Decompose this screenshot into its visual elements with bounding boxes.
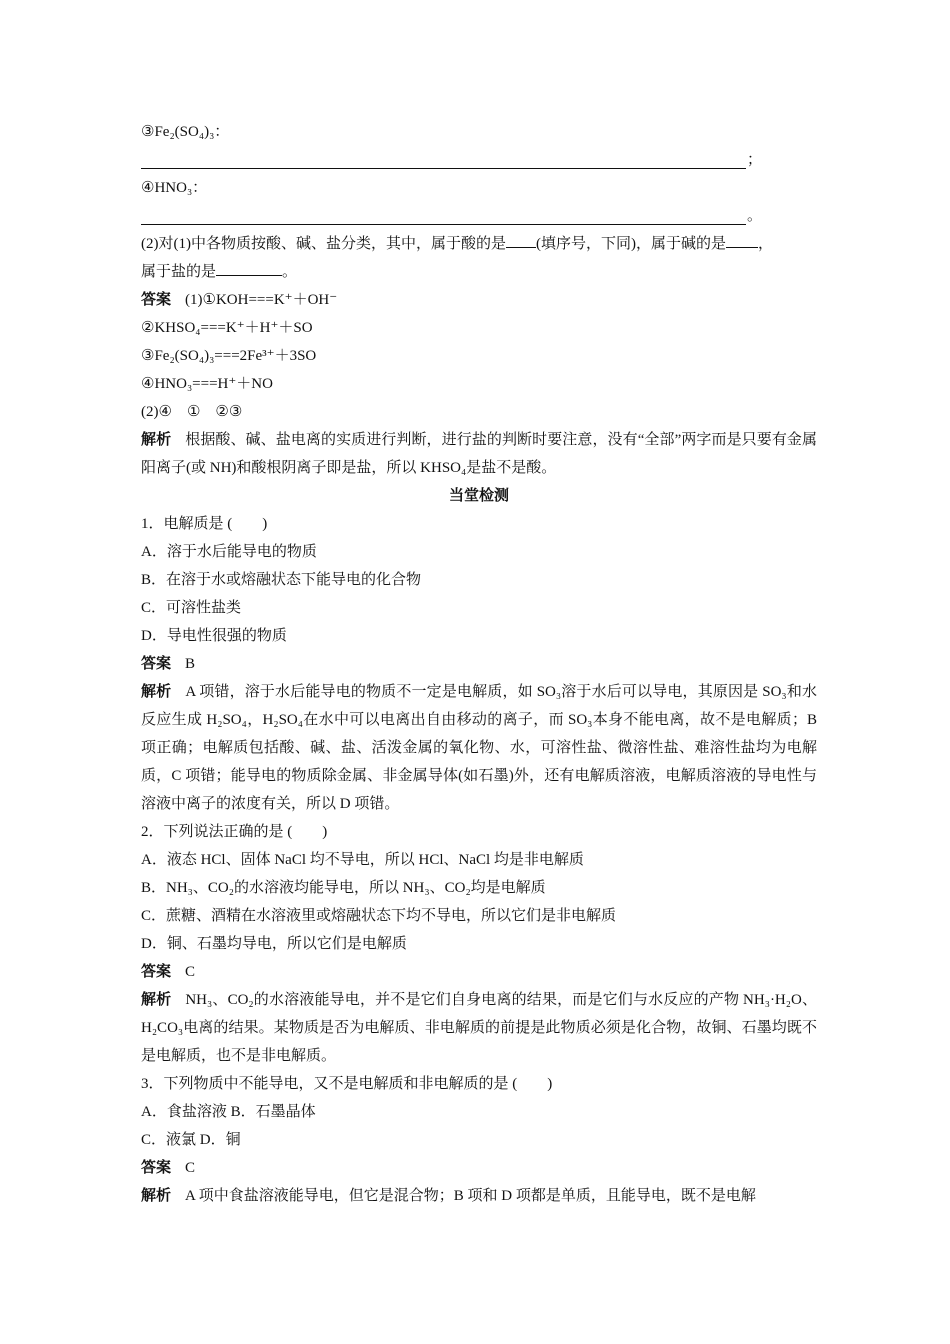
- q4-label: ④HNO₃：: [141, 180, 208, 196]
- section-title: 当堂检测: [448, 488, 509, 504]
- question-stem: 1．电解质是 ( ): [141, 516, 268, 532]
- analysis-tag: 解析: [141, 432, 172, 448]
- option-c[interactable]: C．蔗糖、酒精在水溶液里或熔融状态下均不导电，所以它们是非电解质: [141, 908, 617, 924]
- answer-blank-line-3[interactable]: ；: [141, 146, 817, 174]
- option-b[interactable]: B．在溶于水或熔融状态下能导电的化合物: [141, 572, 422, 588]
- question-stem: 3．下列物质中不能导电，又不是电解质和非电解质的是 ( ): [141, 1076, 553, 1092]
- analysis-block: 解析 A 项中食盐溶液能导电，但它是混合物；B 项和 D 项都是单质，且能导电，既不是电解: [141, 1188, 756, 1204]
- answer-line: ③Fe₂(SO₄)₃===2Fe³⁺＋3SO: [141, 348, 317, 364]
- option-a[interactable]: A．液态 HCl、固体 NaCl 均不导电，所以 HCl、NaCl 均是非电解质: [141, 852, 584, 868]
- q3-label: ③Fe₂(SO₄)₃：: [141, 124, 230, 140]
- answer-line: ②KHSO₄===K⁺＋H⁺＋SO: [141, 320, 313, 336]
- analysis-block: 解析 NH₃、CO₂的水溶液能导电，并不是它们自身电离的结果，而是它们与水反应的产物 NH₃·H₂O、H₂CO₃电离的结果。某物质是否为电解质、非电解质的前提是此物质必须是化合物，故铜、石墨均既不是电解质，也不是非电解质。: [141, 992, 817, 1064]
- document-page: [141, 118, 817, 1210]
- acid-blank[interactable]: [506, 233, 536, 248]
- salt-blank[interactable]: [216, 261, 282, 276]
- answer-line: 答案 C: [141, 964, 196, 980]
- answer-line: 答案 B: [141, 656, 196, 672]
- part2-question-cont: 属于盐的是 。: [141, 258, 817, 286]
- analysis-block-1: 解析 根据酸、碱、盐电离的实质进行判断，进行盐的判断时要注意，没有“全部”两字而是只要有金属阳离子(或 NH)和酸根阴离子即是盐，所以 KHSO₄是盐不是酸。: [141, 432, 817, 476]
- answer-line: (2)④ ① ②③: [141, 404, 243, 420]
- answer-block-1: 答案 (1)①KOH===K⁺＋OH⁻: [141, 292, 338, 308]
- answer-line: 答案 C: [141, 1160, 196, 1176]
- answer-tag: 答案: [141, 292, 172, 308]
- options-ab[interactable]: A．食盐溶液 B．石墨晶体: [141, 1104, 316, 1120]
- answer-blank-line-4[interactable]: 。: [141, 202, 817, 230]
- option-b[interactable]: B．NH₃、CO₂的水溶液均能导电，所以 NH₃、CO₂均是电解质: [141, 880, 546, 896]
- option-c[interactable]: C．可溶性盐类: [141, 600, 242, 616]
- options-cd[interactable]: C．液氯 D．铜: [141, 1132, 241, 1148]
- base-blank[interactable]: [726, 233, 758, 248]
- option-d[interactable]: D．铜、石墨均导电，所以它们是电解质: [141, 936, 407, 952]
- answer-line: ④HNO₃===H⁺＋NO: [141, 376, 273, 392]
- part2-question: (2)对(1)中各物质按酸、碱、盐分类，其中，属于酸的是 (填序号，下同)，属于碱的是 ，: [141, 230, 817, 258]
- option-a[interactable]: A．溶于水后能导电的物质: [141, 544, 317, 560]
- option-d[interactable]: D．导电性很强的物质: [141, 628, 287, 644]
- question-stem: 2．下列说法正确的是 ( ): [141, 824, 328, 840]
- analysis-block: 解析 A 项错，溶于水后能导电的物质不一定是电解质，如 SO₃溶于水后可以导电，其原因是 SO₃和水反应生成 H₂SO₄，H₂SO₄在水中可以电离出自由移动的离子，而 SO₃本身不能电离，故不是电解质；B 项正确；电解质包括酸、碱、盐、活泼金属的氧化物、水，可溶性盐、微溶性盐、难溶性盐均为电解质，C 项错；能导电的物质除金属、非金属导体(如石墨)外，还有电解质溶液，电解质溶液的导电性与溶液中离子的浓度有关，所以 D 项错。: [141, 684, 817, 812]
